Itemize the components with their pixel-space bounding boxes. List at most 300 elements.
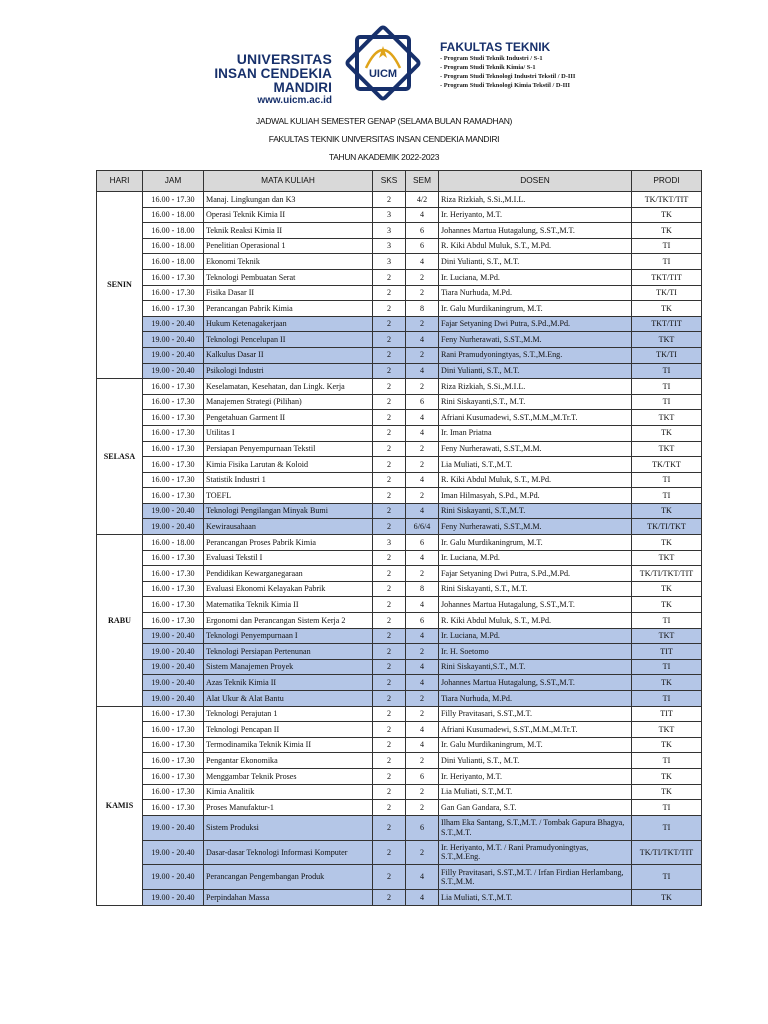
sem-cell: 6 (406, 238, 439, 254)
sks-cell: 2 (373, 488, 406, 504)
mata-kuliah-cell: Teknologi Pembuatan Serat (204, 269, 373, 285)
sks-cell: 2 (373, 347, 406, 363)
sem-cell: 2 (406, 753, 439, 769)
table-row (97, 410, 702, 426)
prodi-cell: TI (632, 238, 702, 254)
mata-kuliah-cell: Hukum Ketenagakerjaan (204, 316, 373, 332)
table-row (97, 644, 702, 660)
sem-cell: 4 (406, 207, 439, 223)
dosen-cell: Feny Nurherawati, S.ST.,M.M. (439, 332, 632, 348)
table-row (97, 519, 702, 535)
sks-cell: 2 (373, 519, 406, 535)
mata-kuliah-cell: Operasi Teknik Kimia II (204, 207, 373, 223)
jam-cell: 16.00 - 17.30 (143, 472, 204, 488)
dosen-cell: Rini Siskayanti,S.T., M.T. (439, 659, 632, 675)
sks-cell: 2 (373, 363, 406, 379)
sem-cell: 4 (406, 363, 439, 379)
sem-cell: 6 (406, 223, 439, 239)
table-row (97, 675, 702, 691)
day-cell: SENIN (97, 192, 143, 379)
sks-cell: 2 (373, 410, 406, 426)
document-header (0, 0, 768, 108)
sks-cell: 2 (373, 890, 406, 906)
sem-cell: 4 (406, 737, 439, 753)
sem-cell: 4 (406, 425, 439, 441)
prodi-cell: TI (632, 691, 702, 707)
mata-kuliah-cell: Pendidikan Kewarganegaraan (204, 566, 373, 582)
prodi-cell: TK (632, 890, 702, 906)
sks-cell: 2 (373, 753, 406, 769)
mata-kuliah-cell: Termodinamika Teknik Kimia II (204, 737, 373, 753)
university-name-line2: INSAN CENDEKIA MANDIRI (214, 66, 332, 95)
col-header-dosen: DOSEN (439, 171, 632, 192)
table-row (97, 425, 702, 441)
jam-cell: 19.00 - 20.40 (143, 363, 204, 379)
sem-cell: 6 (406, 394, 439, 410)
table-row (97, 488, 702, 504)
sem-cell: 6/6/4 (406, 519, 439, 535)
jam-cell: 16.00 - 17.30 (143, 379, 204, 395)
sks-cell: 2 (373, 285, 406, 301)
col-header-jam: JAM (143, 171, 204, 192)
prodi-cell: TK (632, 503, 702, 519)
dosen-cell: Ir. Galu Murdikaningrum, M.T. (439, 535, 632, 551)
mata-kuliah-cell: Pengetahuan Garment II (204, 410, 373, 426)
jam-cell: 16.00 - 17.30 (143, 768, 204, 784)
mata-kuliah-cell: Teknologi Persiapan Pertenunan (204, 644, 373, 660)
jam-cell: 16.00 - 18.00 (143, 535, 204, 551)
table-row (97, 753, 702, 769)
sks-cell: 2 (373, 800, 406, 816)
mata-kuliah-cell: Teknologi Perajutan 1 (204, 706, 373, 722)
prodi-cell: TKT (632, 332, 702, 348)
prodi-cell: TK/TKT/TIT (632, 192, 702, 208)
sem-cell: 8 (406, 301, 439, 317)
jam-cell: 16.00 - 17.30 (143, 425, 204, 441)
sks-cell: 2 (373, 192, 406, 208)
mata-kuliah-cell: Pengantar Ekonomika (204, 753, 373, 769)
mata-kuliah-cell: Proses Manufaktur-1 (204, 800, 373, 816)
jam-cell: 16.00 - 17.30 (143, 457, 204, 473)
table-row (97, 379, 702, 395)
sks-cell: 2 (373, 301, 406, 317)
jam-cell: 16.00 - 17.30 (143, 737, 204, 753)
jam-cell: 19.00 - 20.40 (143, 332, 204, 348)
schedule-table (96, 170, 702, 906)
dosen-cell: Johannes Martua Hutagalung, S.ST.,M.T. (439, 675, 632, 691)
sks-cell: 2 (373, 840, 406, 865)
dosen-cell: Ir. Luciana, M.Pd. (439, 628, 632, 644)
dosen-cell: Tiara Nurhuda, M.Pd. (439, 285, 632, 301)
dosen-cell: Rani Pramudyoningtyas, S.T.,M.Eng. (439, 347, 632, 363)
sem-cell: 4 (406, 890, 439, 906)
schedule-title-line2: FAKULTAS TEKNIK UNIVERSITAS INSAN CENDEKIA MANDIRI (268, 134, 500, 144)
table-row (97, 550, 702, 566)
dosen-cell: Fajar Setyaning Dwi Putra, S.Pd.,M.Pd. (439, 566, 632, 582)
faculty-block (440, 40, 660, 90)
sem-cell: 4 (406, 254, 439, 270)
sks-cell: 2 (373, 706, 406, 722)
table-row (97, 347, 702, 363)
table-row (97, 535, 702, 551)
prodi-cell: TK/TI/TKT/TIT (632, 566, 702, 582)
table-row (97, 503, 702, 519)
sem-cell: 2 (406, 457, 439, 473)
prodi-cell: TI (632, 379, 702, 395)
prodi-cell: TKT (632, 628, 702, 644)
table-row (97, 890, 702, 906)
mata-kuliah-cell: Matematika Teknik Kimia II (204, 597, 373, 613)
jam-cell: 19.00 - 20.40 (143, 840, 204, 865)
table-row (97, 394, 702, 410)
jam-cell: 16.00 - 17.30 (143, 269, 204, 285)
mata-kuliah-cell: Kimia Analitik (204, 784, 373, 800)
prodi-cell: TK (632, 737, 702, 753)
col-header-hari: HARI (97, 171, 143, 192)
sem-cell: 6 (406, 768, 439, 784)
mata-kuliah-cell: Kalkulus Dasar II (204, 347, 373, 363)
table-row (97, 581, 702, 597)
dosen-cell: Lia Muliati, S.T.,M.T. (439, 890, 632, 906)
sem-cell: 8 (406, 581, 439, 597)
sks-cell: 2 (373, 722, 406, 738)
prodi-cell: TI (632, 800, 702, 816)
mata-kuliah-cell: Manaj. Lingkungan dan K3 (204, 192, 373, 208)
jam-cell: 16.00 - 18.00 (143, 207, 204, 223)
program-item: - Program Studi Teknologi Kimia Tekstil / D-III (440, 82, 571, 89)
university-website: www.uicm.ac.id (257, 95, 332, 106)
mata-kuliah-cell: Persiapan Penyempurnaan Tekstil (204, 441, 373, 457)
prodi-cell: TI (632, 753, 702, 769)
dosen-cell: Tiara Nurhuda, M.Pd. (439, 691, 632, 707)
prodi-cell: TK/TI (632, 285, 702, 301)
mata-kuliah-cell: Teknologi Pencelupan II (204, 332, 373, 348)
dosen-cell: Ir. H. Soetomo (439, 644, 632, 660)
dosen-cell: Lia Muliati, S.T.,M.T. (439, 457, 632, 473)
mata-kuliah-cell: Sistem Produksi (204, 815, 373, 840)
dosen-cell: Afriani Kusumadewi, S.ST.,M.M.,M.Tr.T. (439, 410, 632, 426)
prodi-cell: TIT (632, 706, 702, 722)
sks-cell: 2 (373, 581, 406, 597)
jam-cell: 16.00 - 17.30 (143, 301, 204, 317)
jam-cell: 19.00 - 20.40 (143, 644, 204, 660)
table-row (97, 566, 702, 582)
sem-cell: 4 (406, 722, 439, 738)
sks-cell: 3 (373, 254, 406, 270)
mata-kuliah-cell: Ergonomi dan Perancangan Sistem Kerja 2 (204, 613, 373, 629)
sks-cell: 2 (373, 472, 406, 488)
table-row (97, 706, 702, 722)
sem-cell: 4 (406, 410, 439, 426)
prodi-cell: TI (632, 254, 702, 270)
mata-kuliah-cell: Menggambar Teknik Proses (204, 768, 373, 784)
prodi-cell: TK/TKT (632, 457, 702, 473)
jam-cell: 16.00 - 17.30 (143, 753, 204, 769)
dosen-cell: Filly Pravitasari, S.ST.,M.T. / Irfan Firdian Herlambang, S.T.,M.M. (439, 865, 632, 890)
sem-cell: 2 (406, 644, 439, 660)
dosen-cell: Dini Yulianti, S.T., M.T. (439, 254, 632, 270)
sem-cell: 2 (406, 691, 439, 707)
prodi-cell: TK/TI/TKT/TIT (632, 840, 702, 865)
dosen-cell: Filly Pravitasari, S.ST.,M.T. (439, 706, 632, 722)
jam-cell: 19.00 - 20.40 (143, 890, 204, 906)
sem-cell: 6 (406, 535, 439, 551)
mata-kuliah-cell: Perancangan Pengembangan Produk (204, 865, 373, 890)
dosen-cell: Ilham Eka Santang, S.T.,M.T. / Tombak Gapura Bhagya, S.T.,M.T. (439, 815, 632, 840)
jam-cell: 16.00 - 17.30 (143, 722, 204, 738)
schedule-titles (0, 115, 768, 169)
prodi-cell: TK (632, 768, 702, 784)
sks-cell: 2 (373, 784, 406, 800)
mata-kuliah-cell: Sistem Manajemen Proyek (204, 659, 373, 675)
jam-cell: 16.00 - 18.00 (143, 223, 204, 239)
dosen-cell: Rini Siskayanti, S.T.,M.T. (439, 503, 632, 519)
table-row (97, 457, 702, 473)
table-row (97, 815, 702, 840)
jam-cell: 16.00 - 17.30 (143, 800, 204, 816)
dosen-cell: Riza Rizkiah, S.Si.,M.I.L. (439, 192, 632, 208)
table-row (97, 363, 702, 379)
program-item: - Program Studi Teknik Industri / S-1 (440, 55, 543, 62)
jam-cell: 19.00 - 20.40 (143, 691, 204, 707)
sem-cell: 4 (406, 865, 439, 890)
sks-cell: 2 (373, 379, 406, 395)
table-row (97, 332, 702, 348)
table-row (97, 301, 702, 317)
logo-text: UICM (368, 68, 398, 80)
prodi-cell: TI (632, 394, 702, 410)
sem-cell: 2 (406, 347, 439, 363)
schedule-title-line3: TAHUN AKADEMIK 2022-2023 (328, 152, 440, 162)
table-row (97, 254, 702, 270)
prodi-cell: TK/TI (632, 347, 702, 363)
sks-cell: 2 (373, 675, 406, 691)
university-name-block (160, 52, 332, 107)
sks-cell: 2 (373, 566, 406, 582)
sks-cell: 2 (373, 550, 406, 566)
prodi-cell: TKT/TIT (632, 316, 702, 332)
table-row (97, 597, 702, 613)
prodi-cell: TK (632, 784, 702, 800)
sks-cell: 2 (373, 457, 406, 473)
sks-cell: 2 (373, 659, 406, 675)
mata-kuliah-cell: Alat Ukur & Alat Bantu (204, 691, 373, 707)
dosen-cell: Dini Yulianti, S.T., M.T. (439, 753, 632, 769)
table-row (97, 441, 702, 457)
jam-cell: 16.00 - 17.30 (143, 597, 204, 613)
jam-cell: 19.00 - 20.40 (143, 347, 204, 363)
prodi-cell: TK (632, 301, 702, 317)
sks-cell: 2 (373, 597, 406, 613)
prodi-cell: TKT (632, 550, 702, 566)
col-header-sks: SKS (373, 171, 406, 192)
sks-cell: 2 (373, 865, 406, 890)
prodi-cell: TK (632, 675, 702, 691)
sks-cell: 2 (373, 691, 406, 707)
jam-cell: 19.00 - 20.40 (143, 628, 204, 644)
sks-cell: 2 (373, 503, 406, 519)
dosen-cell: Fajar Setyaning Dwi Putra, S.Pd.,M.Pd. (439, 316, 632, 332)
sem-cell: 4/2 (406, 192, 439, 208)
jam-cell: 16.00 - 17.30 (143, 285, 204, 301)
jam-cell: 16.00 - 17.30 (143, 410, 204, 426)
dosen-cell: Riza Rizkiah, S.Si.,M.I.L. (439, 379, 632, 395)
sem-cell: 6 (406, 613, 439, 629)
prodi-cell: TK (632, 535, 702, 551)
sem-cell: 4 (406, 628, 439, 644)
dosen-cell: R. Kiki Abdul Muluk, S.T., M.Pd. (439, 238, 632, 254)
prodi-cell: TK (632, 597, 702, 613)
jam-cell: 19.00 - 20.40 (143, 659, 204, 675)
sem-cell: 2 (406, 316, 439, 332)
jam-cell: 16.00 - 17.30 (143, 488, 204, 504)
mata-kuliah-cell: Penelitian Operasional 1 (204, 238, 373, 254)
jam-cell: 19.00 - 20.40 (143, 675, 204, 691)
dosen-cell: Ir. Galu Murdikaningrum, M.T. (439, 301, 632, 317)
prodi-cell: TK (632, 223, 702, 239)
mata-kuliah-cell: Manajemen Strategi (Pilihan) (204, 394, 373, 410)
table-row (97, 285, 702, 301)
jam-cell: 19.00 - 20.40 (143, 519, 204, 535)
jam-cell: 16.00 - 17.30 (143, 706, 204, 722)
prodi-cell: TI (632, 363, 702, 379)
sks-cell: 2 (373, 394, 406, 410)
mata-kuliah-cell: Evaluasi Ekonomi Kelayakan Pabrik (204, 581, 373, 597)
jam-cell: 16.00 - 17.30 (143, 192, 204, 208)
table-row (97, 192, 702, 208)
prodi-cell: TKT (632, 722, 702, 738)
dosen-cell: Ir. Iman Priatna (439, 425, 632, 441)
sem-cell: 2 (406, 441, 439, 457)
mata-kuliah-cell: Utilitas I (204, 425, 373, 441)
table-row (97, 628, 702, 644)
schedule-title-line1: JADWAL KULIAH SEMESTER GENAP (SELAMA BULAN RAMADHAN) (255, 116, 513, 126)
jam-cell: 19.00 - 20.40 (143, 865, 204, 890)
mata-kuliah-cell: Evaluasi Tekstil I (204, 550, 373, 566)
table-header-row (97, 171, 702, 192)
sem-cell: 4 (406, 550, 439, 566)
mata-kuliah-cell: Fisika Dasar II (204, 285, 373, 301)
prodi-cell: TK (632, 425, 702, 441)
dosen-cell: Ir. Heriyanto, M.T. (439, 207, 632, 223)
prodi-cell: TK (632, 207, 702, 223)
dosen-cell: Ir. Luciana, M.Pd. (439, 550, 632, 566)
mata-kuliah-cell: Kimia Fisika Larutan & Koloid (204, 457, 373, 473)
jam-cell: 16.00 - 18.00 (143, 254, 204, 270)
jam-cell: 16.00 - 17.30 (143, 394, 204, 410)
dosen-cell: Afriani Kusumadewi, S.ST.,M.M.,M.Tr.T. (439, 722, 632, 738)
sem-cell: 2 (406, 488, 439, 504)
schedule-body (97, 192, 702, 906)
sem-cell: 2 (406, 840, 439, 865)
prodi-cell: TI (632, 815, 702, 840)
table-row (97, 737, 702, 753)
dosen-cell: Lia Muliati, S.T.,M.T. (439, 784, 632, 800)
prodi-cell: TKT (632, 441, 702, 457)
jam-cell: 16.00 - 17.30 (143, 784, 204, 800)
program-item: - Program Studi Teknik Kimia/ S-1 (440, 64, 536, 71)
prodi-cell: TI (632, 659, 702, 675)
sem-cell: 6 (406, 815, 439, 840)
jam-cell: 16.00 - 17.30 (143, 441, 204, 457)
mata-kuliah-cell: Ekonomi Teknik (204, 254, 373, 270)
dosen-cell: R. Kiki Abdul Muluk, S.T., M.Pd. (439, 472, 632, 488)
table-row (97, 784, 702, 800)
table-row (97, 768, 702, 784)
sks-cell: 2 (373, 644, 406, 660)
mata-kuliah-cell: Keselamatan, Kesehatan, dan Lingk. Kerja (204, 379, 373, 395)
table-row (97, 691, 702, 707)
day-cell: KAMIS (97, 706, 143, 905)
table-row (97, 472, 702, 488)
sks-cell: 3 (373, 535, 406, 551)
sem-cell: 2 (406, 800, 439, 816)
mata-kuliah-cell: Teknologi Pencapan II (204, 722, 373, 738)
prodi-cell: TK/TI/TKT (632, 519, 702, 535)
sem-cell: 4 (406, 597, 439, 613)
table-row (97, 722, 702, 738)
dosen-cell: Iman Hilmasyah, S.Pd., M.Pd. (439, 488, 632, 504)
sks-cell: 2 (373, 332, 406, 348)
mata-kuliah-cell: Perancangan Pabrik Kimia (204, 301, 373, 317)
sem-cell: 4 (406, 659, 439, 675)
mata-kuliah-cell: Perancangan Proses Pabrik Kimia (204, 535, 373, 551)
uicm-logo (338, 24, 428, 102)
jam-cell: 16.00 - 18.00 (143, 238, 204, 254)
sem-cell: 2 (406, 269, 439, 285)
table-row (97, 238, 702, 254)
sks-cell: 3 (373, 238, 406, 254)
sem-cell: 4 (406, 472, 439, 488)
dosen-cell: Ir. Galu Murdikaningrum, M.T. (439, 737, 632, 753)
sks-cell: 2 (373, 628, 406, 644)
jam-cell: 19.00 - 20.40 (143, 316, 204, 332)
table-row (97, 800, 702, 816)
mata-kuliah-cell: Kewirausahaan (204, 519, 373, 535)
sks-cell: 3 (373, 207, 406, 223)
dosen-cell: Gan Gan Gandara, S.T. (439, 800, 632, 816)
day-cell: RABU (97, 535, 143, 707)
sem-cell: 2 (406, 285, 439, 301)
sks-cell: 2 (373, 815, 406, 840)
jam-cell: 16.00 - 17.30 (143, 566, 204, 582)
jam-cell: 16.00 - 17.30 (143, 581, 204, 597)
sem-cell: 4 (406, 675, 439, 691)
sks-cell: 2 (373, 316, 406, 332)
sks-cell: 2 (373, 425, 406, 441)
table-row (97, 659, 702, 675)
mata-kuliah-cell: Psikologi Industri (204, 363, 373, 379)
prodi-cell: TIT (632, 644, 702, 660)
sem-cell: 2 (406, 706, 439, 722)
sem-cell: 2 (406, 379, 439, 395)
col-header-mata-kuliah: MATA KULIAH (204, 171, 373, 192)
mata-kuliah-cell: Perpindahan Massa (204, 890, 373, 906)
prodi-cell: TI (632, 472, 702, 488)
program-item: - Program Studi Teknologi Industri Tekstil / D-III (440, 73, 576, 80)
dosen-cell: Ir. Luciana, M.Pd. (439, 269, 632, 285)
prodi-cell: TK (632, 581, 702, 597)
jam-cell: 19.00 - 20.40 (143, 503, 204, 519)
university-name-line1: UNIVERSITAS (236, 51, 332, 67)
mata-kuliah-cell: Teknologi Pengilangan Minyak Bumi (204, 503, 373, 519)
col-header-sem: SEM (406, 171, 439, 192)
table-row (97, 865, 702, 890)
col-header-prodi: PRODI (632, 171, 702, 192)
dosen-cell: R. Kiki Abdul Muluk, S.T., M.Pd. (439, 613, 632, 629)
dosen-cell: Feny Nurherawati, S.ST.,M.M. (439, 441, 632, 457)
mata-kuliah-cell: Teknologi Penyempurnaan I (204, 628, 373, 644)
